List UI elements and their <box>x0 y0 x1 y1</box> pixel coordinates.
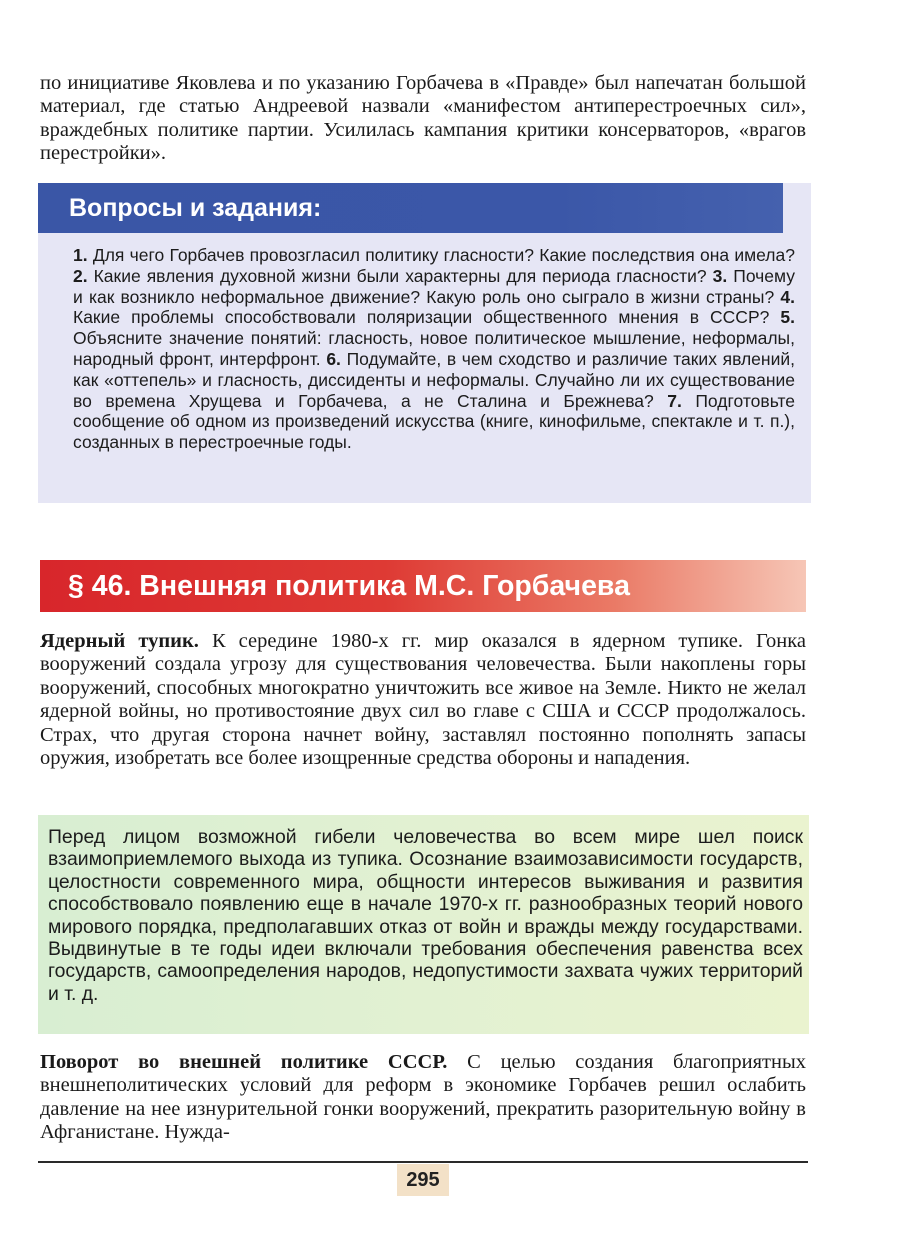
page-number-badge <box>397 1164 449 1196</box>
paragraph-lead-heading: Поворот во внешней политике СССР. <box>40 1051 448 1073</box>
question-number: 2. <box>73 265 88 286</box>
paragraph-body: С целью создания благоприятных внешнеполитических условий для реформ в экономике Горбачев решил ослабить давление на нее изнурительной гонки вооружений, прекратить разорительную войну в Афганистане. Нужда- <box>40 1051 806 1144</box>
questions-header <box>38 183 783 233</box>
question-text: Какие проблемы способствовали поляризации общественного мнения в СССР? <box>73 307 781 328</box>
page-number: 295 <box>406 1169 440 1191</box>
questions-title: Вопросы и задания: <box>69 194 322 222</box>
question-text: Какие явления духовной жизни были характерны для периода гласности? <box>87 265 713 286</box>
nuclear-impasse-paragraph <box>40 630 806 770</box>
question-text: Подумайте, в чем сходство и различие таких явлений, как «оттепель» и гласность, диссиденты и неформалы. Случайно ли их существование во времена Хрущева и Горбачева, а не Сталина и Брежнева? <box>73 348 795 411</box>
question-text: Объясните значение понятий: гласность, новое политическое мышление, неформалы, народный фронт, интерфронт. <box>73 328 795 369</box>
question-number: 4. <box>780 286 795 307</box>
foreign-policy-turn-paragraph <box>40 1051 806 1145</box>
question-text: Подготовьте сообщение об одном из произведений искусства (книге, кинофильме, спектакле и т. п.), созданных в перестроечные годы. <box>73 390 795 453</box>
question-number: 5. <box>780 307 795 328</box>
questions-box <box>38 183 811 503</box>
question-number: 1. <box>73 245 88 265</box>
question-number: 3. <box>712 265 728 286</box>
question-number: 7. <box>667 390 682 411</box>
intro-paragraph: по инициативе Яковлева и по указанию Горбачева в «Правде» был напечатан большой материал, где статью Андреевой назвали «манифестом антиперестроечных сил», враждебных политике партии. Усилилась кампания критики консерваторов, «врагов перестройки». <box>40 72 806 165</box>
highlight-box <box>38 815 809 1034</box>
question-text: Почему и как возникло неформальное движение? Какую роль оно сыграло в жизни страны? <box>73 265 795 307</box>
paragraph-lead-heading: Ядерный тупик. <box>40 630 199 652</box>
question-text: Для чего Горбачев провозгласил политику гласности? Какие последствия она имела? <box>87 245 795 265</box>
questions-text <box>73 245 795 453</box>
footer-divider <box>38 1161 808 1163</box>
section-header <box>40 560 806 612</box>
paragraph-body: К середине 1980-х гг. мир оказался в ядерном тупике. Гонка вооружений создала угрозу для существования человечества. Были накоплены горы вооружений, способных многократно уничтожить все живое на Земле. Никто не желал ядерной войны, но противостояние двух сил во главе с США и СССР продолжалось. Страх, что другая сторона начнет войну, заставлял постоянно пополнять запасы оружия, изобретать все более изощренные средства обороны и нападения. <box>40 630 807 770</box>
section-title: § 46. Внешняя политика М.С. Горбачева <box>68 570 630 602</box>
question-number: 6. <box>326 348 341 369</box>
highlight-text: Перед лицом возможной гибели человечества во всем мире шел поиск взаимоприемлемого выхода из тупика. Осознание взаимозависимости государств, целостности современного мира, общности интересов выживания и развития способствовало появлению еще в начале 1970-х гг. разнообразных теорий нового мирового порядка, предполагавших отказ от войн и вражды между государствами. Выдвинутые в те годы идеи включали требования обеспечения равенства всех государств, самоопределения народов, недопустимости захвата чужих территорий и т. д. <box>48 826 803 1005</box>
